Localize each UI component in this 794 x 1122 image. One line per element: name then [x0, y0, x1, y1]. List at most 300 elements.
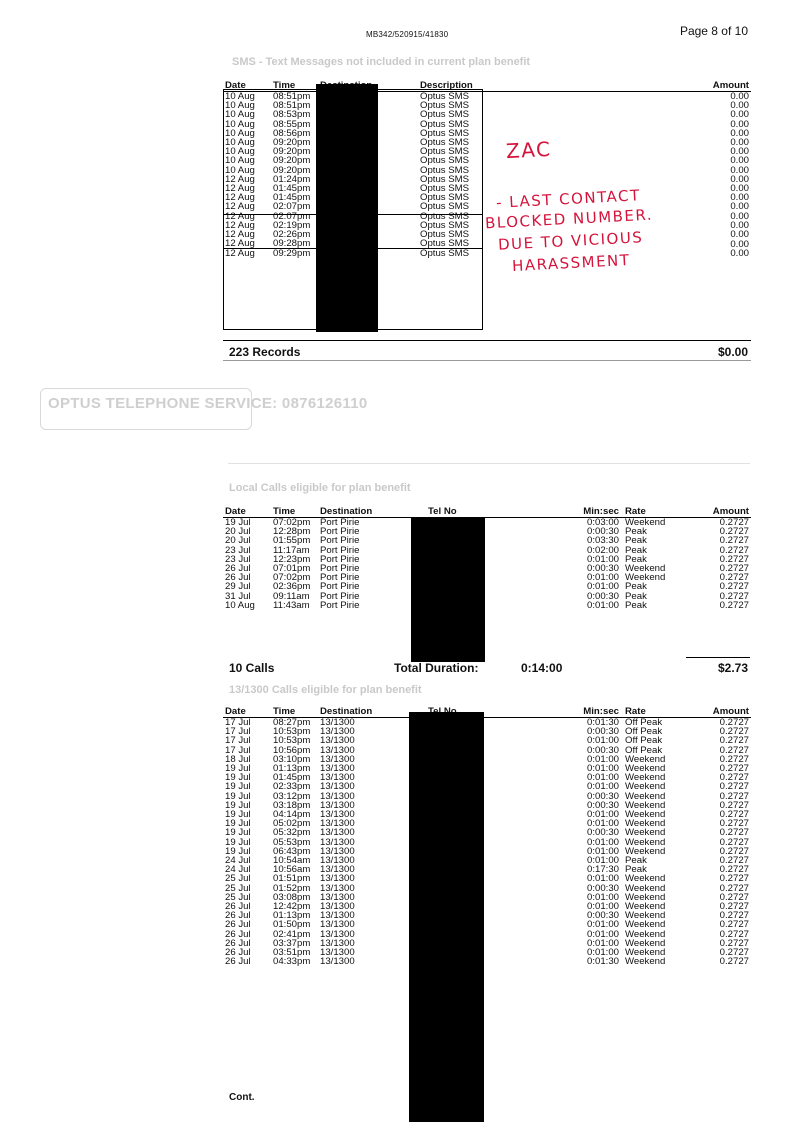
cell-date: 10 Aug: [225, 156, 255, 166]
col-destination: Destination: [318, 506, 408, 518]
col-amount: Amount: [691, 80, 751, 92]
cell-time: 02:33pm: [273, 782, 311, 792]
cell-min-sec: 0:01:00: [586, 754, 619, 765]
cell-rate: Off Peak: [625, 736, 663, 746]
table-row: [223, 792, 751, 801]
cell-min-sec: 0:01:00: [586, 810, 619, 820]
cell-amount: 0.00: [730, 138, 749, 148]
cell-rate: Weekend: [625, 837, 666, 847]
cell-destination: 13/1300: [320, 948, 355, 958]
cell-date: 10 Aug: [225, 119, 255, 129]
cell-amount: 0.2727: [719, 745, 749, 755]
col-min-sec: Min:sec: [543, 506, 621, 518]
table-row: [223, 564, 751, 573]
cell-time: 04:33pm: [273, 957, 311, 967]
cell-rate: Weekend: [625, 920, 666, 930]
table-row: [223, 736, 751, 745]
cell-min-sec: 0:00:30: [586, 883, 619, 893]
cell-date: 20 Jul: [225, 527, 251, 537]
cell-destination: 13/1300: [320, 892, 355, 903]
cell-amount: 0.00: [730, 156, 749, 166]
cell-date: 26 Jul: [225, 902, 251, 912]
cell-date: 26 Jul: [225, 920, 251, 930]
table-row: [223, 810, 751, 819]
cell-rate: Weekend: [625, 564, 666, 574]
col-date: Date: [223, 506, 271, 518]
cell-destination: 13/1300: [320, 929, 355, 939]
cell-destination: 13/1300: [320, 800, 355, 811]
cell-rate: Peak: [625, 554, 647, 565]
cell-time: 10:56pm: [273, 745, 311, 755]
cell-date: 23 Jul: [225, 554, 251, 565]
cell-time: 05:02pm: [273, 819, 311, 829]
cell-rate: Peak: [625, 527, 647, 537]
cell-date: 19 Jul: [225, 846, 251, 857]
col-amount: Amount: [685, 506, 751, 518]
cell-date: 26 Jul: [225, 564, 251, 574]
cell-time: 12:28pm: [273, 527, 311, 537]
cell-amount: 0.2727: [719, 828, 749, 838]
cell-amount: 0.2727: [719, 892, 749, 903]
cell-date: 17 Jul: [225, 745, 251, 755]
cell-description: Optus SMS: [420, 211, 470, 221]
cell-time: 02:07pm: [273, 211, 311, 221]
cell-rate: Peak: [625, 545, 647, 555]
cell-amount: 0.2727: [719, 800, 749, 811]
cell-description: Optus SMS: [418, 239, 483, 249]
cell-date: 12 Aug: [225, 230, 255, 240]
cell-amount: 0.2727: [719, 782, 749, 792]
cell-date: 20 Jul: [225, 536, 251, 546]
cell-amount: 0.2727: [719, 902, 749, 912]
cell-date: 12 Aug: [225, 248, 255, 259]
cell-date: 23 Jul: [225, 545, 251, 555]
cell-date: 25 Jul: [225, 874, 251, 884]
cell-time: 02:07pm: [273, 202, 311, 212]
cell-amount: 0.00: [730, 248, 749, 259]
cell-destination: Port Pirie: [320, 573, 360, 583]
cell-destination: 13/1300: [320, 957, 355, 967]
cell-time: 08:56pm: [273, 128, 311, 139]
cell-amount: 0.2727: [719, 865, 749, 875]
table-row: [223, 893, 751, 902]
cell-amount: 0.2727: [719, 545, 749, 555]
cell-amount: 0.2727: [719, 791, 749, 801]
cell-date: 10 Aug: [225, 128, 255, 139]
cell-date: 19 Jul: [225, 828, 251, 838]
table-row: [223, 727, 751, 736]
table-row: [223, 518, 751, 528]
cell-rate: Peak: [625, 856, 647, 866]
cell-amount: 0.2727: [719, 938, 749, 949]
local-calls-table: [223, 506, 751, 610]
cell-date: 19 Jul: [225, 782, 251, 792]
cell-destination: 13/1300: [320, 828, 355, 838]
cell-min-sec: 0:01:00: [586, 764, 619, 774]
cell-description: Optus SMS: [420, 165, 470, 175]
cell-min-sec: 0:17:30: [586, 865, 619, 875]
cell-time: 03:08pm: [273, 892, 311, 903]
cell-destination: 13/1300: [320, 810, 355, 820]
local-calls-total-duration: 0:14:00: [521, 661, 563, 675]
col-date: Date: [223, 706, 271, 718]
cell-description: Optus SMS: [420, 156, 470, 166]
cell-time: 09:29pm: [273, 248, 311, 259]
cell-date: 17 Jul: [225, 727, 251, 737]
cell-destination: 13/1300: [320, 911, 355, 921]
cell-rate: Off Peak: [625, 727, 663, 737]
cell-min-sec: 0:01:00: [586, 892, 619, 903]
document-id: MB342/520915/41830: [366, 30, 449, 39]
cell-date: 12 Aug: [225, 202, 255, 212]
cell-amount: 0.2727: [719, 920, 749, 930]
cell-amount: 0.2727: [719, 948, 749, 958]
cell-date: 12 Aug: [225, 174, 255, 185]
table-row: [223, 828, 751, 837]
cell-min-sec: 0:01:00: [586, 782, 619, 792]
cell-date: 10 Aug: [225, 147, 255, 157]
cell-date: 29 Jul: [225, 582, 251, 592]
cell-min-sec: 0:00:30: [586, 745, 619, 755]
cell-time: 09:20pm: [273, 147, 311, 157]
cell-destination: 13/1300: [320, 902, 355, 912]
cell-destination: 13/1300: [320, 819, 355, 829]
cell-amount: 0.2727: [719, 717, 749, 728]
cell-rate: Weekend: [625, 810, 666, 820]
table-row: [223, 911, 751, 920]
cell-amount: 0.2727: [719, 554, 749, 565]
table-row: [223, 874, 751, 883]
cell-description: Optus SMS: [420, 202, 470, 212]
cell-rate: Weekend: [625, 764, 666, 774]
cell-amount: 0.2727: [719, 517, 749, 528]
cell-description: Optus SMS: [420, 248, 470, 259]
cell-amount: 0.00: [730, 230, 749, 240]
cell-destination: Port Pirie: [320, 600, 360, 611]
table-row: [223, 782, 751, 791]
cell-time: 12:23pm: [273, 554, 311, 565]
cell-rate: Weekend: [625, 957, 666, 967]
handwritten-name: ZAC: [505, 136, 553, 164]
cell-time: 02:26pm: [273, 230, 311, 240]
cell-description: Optus SMS: [420, 193, 470, 203]
cell-rate: Weekend: [625, 754, 666, 765]
cell-rate: Weekend: [625, 938, 666, 949]
cell-min-sec: 0:01:00: [586, 846, 619, 857]
calls-13-header: [223, 706, 751, 718]
cell-time: 09:20pm: [273, 165, 311, 175]
sms-section-title: SMS - Text Messages not included in current plan benefit: [232, 56, 531, 68]
cell-date: 19 Jul: [225, 764, 251, 774]
cell-destination: 13/1300: [320, 874, 355, 884]
cell-rate: Peak: [625, 865, 647, 875]
cell-description: Optus SMS: [420, 101, 470, 111]
cell-rate: Weekend: [625, 828, 666, 838]
cell-date: 26 Jul: [225, 911, 251, 921]
table-row: [223, 527, 751, 536]
cell-amount: 0.2727: [719, 874, 749, 884]
table-row: [223, 847, 751, 856]
cell-min-sec: 0:01:00: [586, 736, 619, 746]
cell-date: 17 Jul: [225, 736, 251, 746]
cell-time: 07:02pm: [273, 573, 311, 583]
cell-amount: 0.00: [730, 165, 749, 175]
cell-date: 10 Aug: [225, 91, 255, 102]
local-calls-duration-label: Total Duration:: [394, 661, 479, 675]
cell-date: 26 Jul: [225, 929, 251, 939]
handwritten-note-line3: DUE TO VICIOUS: [497, 228, 644, 254]
cell-time: 11:17am: [273, 545, 310, 555]
cell-min-sec: 0:01:00: [586, 929, 619, 939]
cell-time: 08:27pm: [273, 717, 311, 728]
cell-date: 18 Jul: [225, 754, 251, 765]
cell-min-sec: 0:00:30: [586, 527, 619, 537]
col-time: Time: [271, 506, 318, 518]
cell-amount: 0.00: [730, 220, 749, 231]
cell-amount: 0.2727: [719, 856, 749, 866]
cell-amount: 0.00: [730, 101, 749, 111]
cell-amount: 0.2727: [719, 764, 749, 774]
col-tel-no: Tel No: [408, 506, 543, 518]
cell-min-sec: 0:02:00: [586, 545, 619, 555]
cell-amount: 0.00: [730, 239, 749, 249]
cell-min-sec: 0:03:30: [586, 536, 619, 546]
cell-destination: 13/1300: [320, 938, 355, 949]
cell-destination: 13/1300: [320, 754, 355, 765]
cell-amount: 0.2727: [719, 727, 749, 737]
cell-destination: 13/1300: [320, 745, 355, 755]
cell-amount: 0.2727: [719, 564, 749, 574]
cell-destination: Port Pirie: [320, 536, 360, 546]
cell-date: 24 Jul: [225, 856, 251, 866]
cell-time: 08:53pm: [273, 110, 311, 120]
cell-amount: 0.00: [730, 193, 749, 203]
table-row: [223, 920, 751, 929]
table-row: [223, 718, 751, 728]
cell-time: 01:55pm: [273, 536, 311, 546]
cell-rate: Weekend: [625, 892, 666, 903]
cell-time: 01:24pm: [273, 174, 311, 185]
cell-description: Optus SMS: [420, 174, 470, 185]
cell-destination: 13/1300: [320, 782, 355, 792]
cell-min-sec: 0:01:00: [586, 920, 619, 930]
cell-time: 08:55pm: [273, 119, 311, 129]
cell-spacer: [483, 129, 691, 138]
cell-min-sec: 0:00:30: [586, 800, 619, 811]
table-row: [223, 801, 751, 810]
cell-time: 04:14pm: [273, 810, 311, 820]
cell-amount: 0.2727: [719, 957, 749, 967]
cell-destination: 13/1300: [320, 883, 355, 893]
cell-date: 19 Jul: [225, 819, 251, 829]
sms-total-label: 223 Records: [229, 345, 301, 359]
col-rate: Rate: [621, 506, 685, 518]
service-heading: OPTUS TELEPHONE SERVICE: 0876126110: [48, 395, 368, 412]
cell-time: 01:45pm: [273, 193, 311, 203]
cell-description: Optus SMS: [420, 184, 470, 194]
cell-description: Optus SMS: [420, 220, 470, 231]
local-calls-header: [223, 506, 751, 518]
sms-total-amount: $0.00: [717, 345, 748, 359]
cell-date: 10 Aug: [225, 110, 255, 120]
col-time: Time: [271, 80, 318, 92]
cell-amount: 0.2727: [719, 883, 749, 893]
cell-rate: Off Peak: [625, 717, 663, 728]
calls-13-table: [223, 706, 751, 966]
cell-min-sec: 0:01:00: [586, 856, 619, 866]
table-row: [223, 573, 751, 582]
table-row: [223, 884, 751, 893]
cell-min-sec: 0:00:30: [586, 727, 619, 737]
cell-amount: 0.2727: [719, 846, 749, 857]
cell-rate: Peak: [625, 536, 647, 546]
cell-date: 12 Aug: [225, 220, 255, 231]
cell-date: 25 Jul: [225, 883, 251, 893]
cell-min-sec: 0:00:30: [586, 564, 619, 574]
cell-date: 24 Jul: [225, 865, 251, 875]
cell-date: 12 Aug: [225, 211, 255, 221]
cell-time: 03:18pm: [273, 800, 311, 811]
table-row: [223, 819, 751, 828]
cell-min-sec: 0:01:00: [586, 582, 619, 592]
cell-destination: 13/1300: [320, 727, 355, 737]
table-row: [223, 856, 751, 865]
cell-date: 19 Jul: [225, 800, 251, 811]
table-row: [223, 930, 751, 939]
local-calls-total-amount: $2.73: [717, 661, 748, 675]
cell-description: Optus SMS: [420, 230, 470, 240]
col-destination: Destination: [318, 706, 408, 718]
local-calls-total-label: 10 Calls: [229, 661, 275, 675]
cell-rate: Weekend: [625, 773, 666, 783]
page-number: Page 8 of 10: [679, 24, 748, 38]
redaction-block: [316, 84, 378, 332]
cell-spacer: [483, 110, 691, 119]
cell-time: 08:51pm: [273, 101, 311, 111]
table-row: [223, 939, 751, 948]
cell-time: 02:36pm: [273, 582, 311, 592]
cell-time: 03:10pm: [273, 754, 311, 765]
cell-time: 05:32pm: [273, 828, 311, 838]
cell-date: 26 Jul: [225, 573, 251, 583]
cell-destination: 13/1300: [320, 717, 355, 728]
col-min-sec: Min:sec: [543, 706, 621, 718]
redaction-block: [411, 517, 485, 662]
cell-min-sec: 0:01:30: [586, 717, 619, 728]
table-row: [223, 582, 751, 591]
cell-time: 03:37pm: [273, 938, 311, 949]
cell-time: 09:20pm: [273, 138, 311, 148]
cell-rate: Weekend: [625, 902, 666, 912]
cell-destination: Port Pirie: [320, 554, 360, 565]
cell-time: 05:53pm: [273, 837, 311, 847]
local-calls-title: Local Calls eligible for plan benefit: [229, 482, 411, 494]
table-row: [223, 773, 751, 782]
cell-amount: 0.00: [730, 110, 749, 120]
cell-min-sec: 0:00:30: [586, 828, 619, 838]
cell-time: 09:11am: [273, 591, 310, 601]
cell-date: 31 Jul: [225, 591, 251, 601]
cell-rate: Weekend: [625, 948, 666, 958]
cell-time: 03:12pm: [273, 791, 311, 801]
cell-min-sec: 0:00:30: [586, 591, 619, 601]
cell-time: 11:43am: [273, 600, 310, 611]
cell-date: 19 Jul: [225, 837, 251, 847]
cell-min-sec: 0:01:00: [586, 819, 619, 829]
cell-destination: 13/1300: [320, 856, 355, 866]
cell-destination: Port Pirie: [320, 591, 360, 601]
cell-time: 02:41pm: [273, 929, 311, 939]
redaction-block: [409, 712, 484, 1122]
cell-time: 10:56am: [273, 865, 311, 875]
cell-amount: 0.2727: [719, 573, 749, 583]
cell-time: 09:20pm: [273, 156, 311, 166]
cell-destination: 13/1300: [320, 736, 355, 746]
table-row: [223, 746, 751, 755]
cell-amount: 0.2727: [719, 773, 749, 783]
cell-destination: 13/1300: [320, 920, 355, 930]
cell-time: 12:42pm: [273, 902, 311, 912]
cell-amount: 0.00: [730, 202, 749, 212]
cell-time: 10:53pm: [273, 727, 311, 737]
cell-amount: 0.2727: [719, 527, 749, 537]
col-time: Time: [271, 706, 318, 718]
cell-amount: 0.2727: [719, 929, 749, 939]
cell-rate: Weekend: [625, 846, 666, 857]
cell-time: 08:51pm: [273, 91, 311, 102]
cell-destination: Port Pirie: [320, 582, 360, 592]
cell-spacer: [483, 92, 691, 102]
cell-destination: 13/1300: [320, 773, 355, 783]
cell-amount: 0.00: [730, 91, 749, 102]
handwritten-note-line4: HARASSMENT: [511, 250, 631, 276]
cell-time: 02:19pm: [273, 220, 311, 231]
cell-amount: 0.2727: [719, 810, 749, 820]
cell-date: 12 Aug: [225, 193, 255, 203]
cell-amount: 0.00: [730, 211, 749, 221]
cell-amount: 0.2727: [719, 837, 749, 847]
cell-description: Optus SMS: [420, 128, 470, 139]
cell-amount: 0.00: [730, 119, 749, 129]
cell-destination: 13/1300: [320, 764, 355, 774]
cell-min-sec: 0:03:00: [586, 517, 619, 528]
col-amount: Amount: [685, 706, 751, 718]
cell-rate: Weekend: [625, 819, 666, 829]
cell-min-sec: 0:01:00: [586, 554, 619, 565]
cell-date: 25 Jul: [225, 892, 251, 903]
cell-amount: 0.2727: [719, 819, 749, 829]
cell-amount: 0.00: [730, 128, 749, 139]
cell-rate: Weekend: [625, 911, 666, 921]
cell-time: 01:50pm: [273, 920, 311, 930]
cell-min-sec: 0:01:00: [586, 902, 619, 912]
cell-amount: 0.2727: [719, 582, 749, 592]
cell-rate: Weekend: [625, 874, 666, 884]
cell-destination: Port Pirie: [320, 545, 360, 555]
cell-rate: Peak: [625, 582, 647, 592]
cell-destination: Port Pirie: [320, 564, 360, 574]
cell-time: 09:28pm: [271, 239, 318, 249]
cell-time: 07:01pm: [273, 564, 311, 574]
cell-amount: 0.2727: [719, 754, 749, 765]
cell-time: 06:43pm: [273, 846, 311, 857]
cell-min-sec: 0:01:00: [586, 874, 619, 884]
table-row: [223, 755, 751, 764]
cell-destination: 13/1300: [320, 846, 355, 857]
table-row: [223, 764, 751, 773]
cell-time: 01:45pm: [273, 773, 311, 783]
cell-rate: Weekend: [625, 929, 666, 939]
